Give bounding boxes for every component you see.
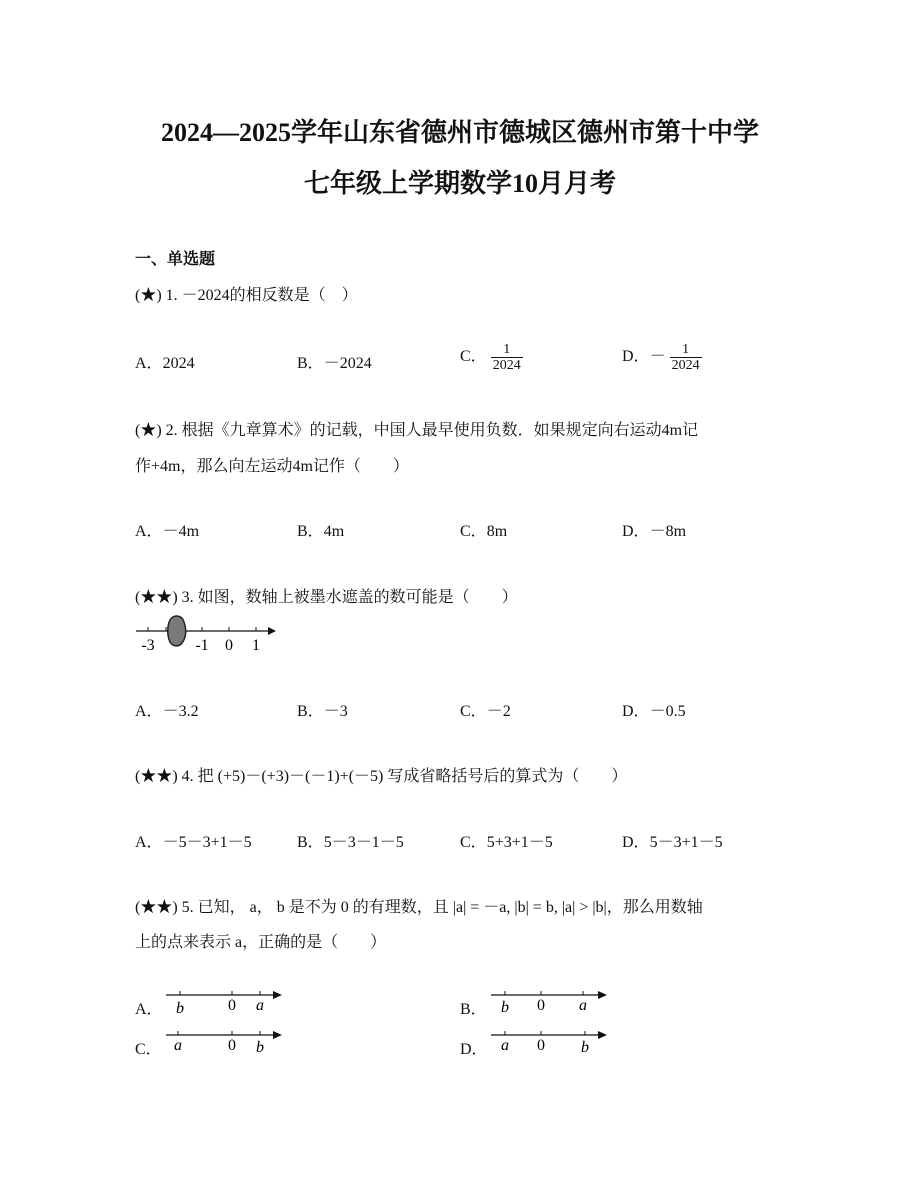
title-line-1: 2024—2025学年山东省德州市德城区德州市第十中学 [160,118,759,147]
question-2-stem-line-2: 作+4m，那么向左运动4m记作（ ） [135,458,409,475]
tick-label: -1 [195,637,209,654]
question-2-stem-line-1: (★) 2. 根据《九章算术》的记载，中国人最早使用负数．如果规定向右运动4m记 [135,422,699,439]
section-heading: 一、单选题 [135,251,216,268]
q5-option-a-number-line [160,985,290,1021]
point-label: 0 [537,997,545,1014]
arrow-head [598,991,607,999]
arrow-head [273,1031,282,1039]
tick-label: -3 [141,637,155,654]
point-label: a [501,1037,509,1054]
q5-option-b-number-line [485,985,615,1021]
question-1-stem: (★) 1. －2024的相反数是（ ） [135,287,358,304]
point-label: b [256,1039,264,1056]
q5-option-b[interactable]: B． [460,1001,487,1018]
q2-option-d[interactable]: D．－8m [622,523,687,540]
arrow-head [598,1031,607,1039]
point-label: b [581,1039,589,1056]
point-label: a [174,1037,182,1054]
q2-option-a[interactable]: A．－4m [135,523,200,540]
q3-option-c[interactable]: C．－2 [460,703,511,720]
arrow-head [268,627,276,635]
q2-option-c[interactable]: C．8m [460,523,508,540]
title-line-2: 七年级上学期数学10月月考 [303,169,616,198]
q4-option-c[interactable]: C．5+3+1－5 [460,834,553,851]
question-3-stem: (★★) 3. 如图，数轴上被墨水遮盖的数可能是（ ） [135,589,518,606]
fraction: $\frac{1}{2024}$ [492,342,521,373]
number-line-figure [134,612,279,656]
question-5-stem-line-2: 上的点来表示 a，正确的是（ ） [135,934,387,951]
q3-option-d[interactable]: D．－0.5 [622,703,686,720]
q5-option-d-number-line [485,1025,615,1061]
question-5-stem-line-1: (★★) 5. 已知， a， b 是不为 0 的有理数，且 |a| = －a, |b| = b, |a| > |b|，那么用数轴 [135,899,703,916]
q3-option-a[interactable]: A．－3.2 [135,703,199,720]
tick-label: 1 [252,637,260,654]
q1-option-d[interactable]: D．－ $\frac{1}{2024}$ [622,342,700,373]
q1-option-b[interactable]: B．－2024 [297,355,372,372]
point-label: a [579,997,587,1014]
question-4-stem: (★★) 4. 把 (+5)－(+3)－(－1)+(－5) 写成省略括号后的算式为（ ） [135,768,628,785]
q4-option-a[interactable]: A．－5－3+1－5 [135,834,252,851]
point-label: b [176,1000,184,1017]
q5-option-a[interactable]: A． [135,1001,163,1018]
q1-option-c[interactable]: C． $\frac{1}{2024}$ [460,342,521,373]
ink-blot [168,616,186,646]
fraction: $\frac{1}{2024}$ [671,342,700,373]
q2-option-b[interactable]: B．4m [297,523,345,540]
q3-option-b[interactable]: B．－3 [297,703,348,720]
q5-option-c-number-line [160,1025,290,1061]
q4-option-d[interactable]: D．5－3+1－5 [622,834,723,851]
point-label: 0 [228,1037,236,1054]
point-label: 0 [228,997,236,1014]
arrow-head [273,991,282,999]
q5-option-d[interactable]: D． [460,1041,488,1058]
point-label: 0 [537,1037,545,1054]
tick-label: 0 [225,637,233,654]
q4-option-b[interactable]: B．5－3－1－5 [297,834,404,851]
q1-option-a[interactable]: A．2024 [135,355,195,372]
point-label: a [256,997,264,1014]
point-label: b [501,999,509,1016]
q5-option-c[interactable]: C． [135,1041,162,1058]
